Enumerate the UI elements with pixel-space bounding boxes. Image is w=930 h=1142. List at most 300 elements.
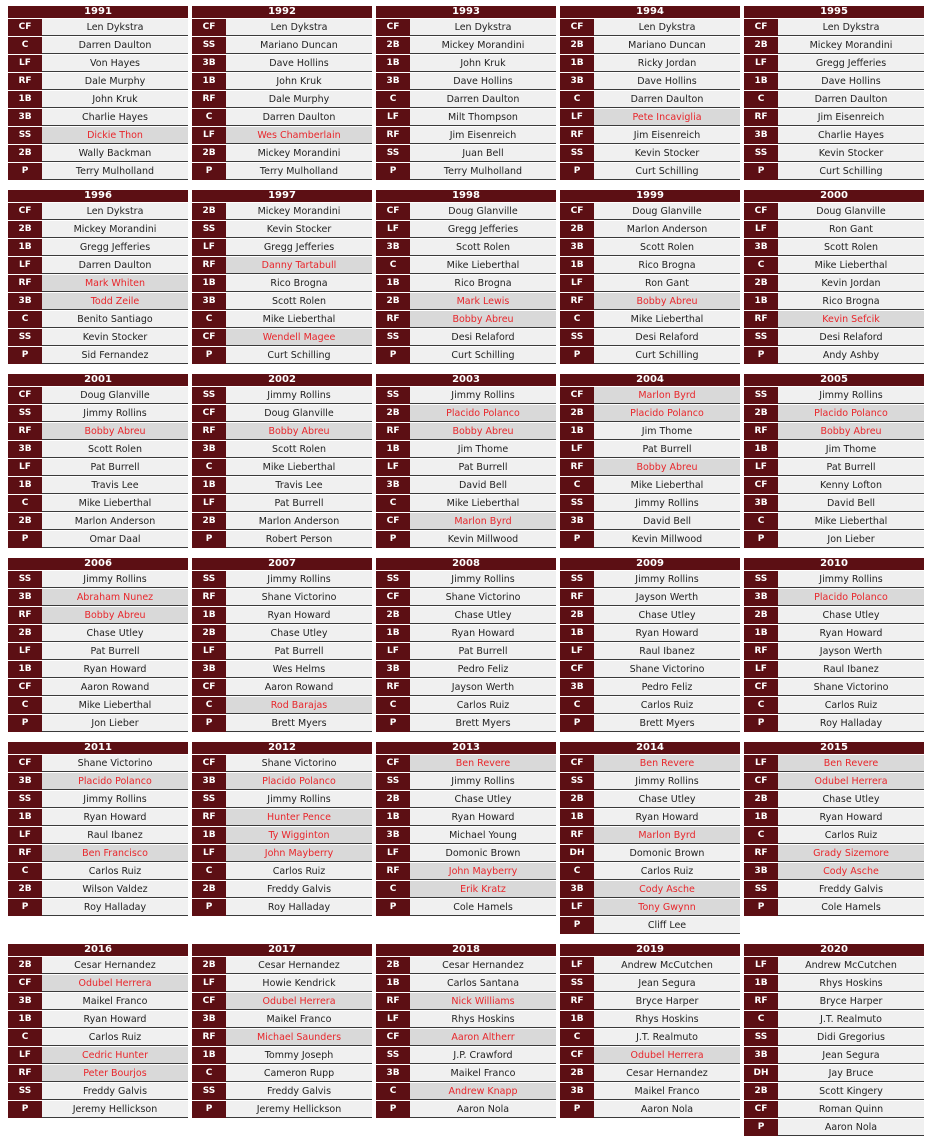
player-name: Rico Brogna xyxy=(778,293,924,310)
player-name: Aaron Nola xyxy=(778,1119,924,1136)
year-header: 1995 xyxy=(744,6,924,18)
player-name: Jayson Werth xyxy=(778,643,924,660)
player-name: Curt Schilling xyxy=(594,163,740,180)
player-name: John Kruk xyxy=(226,73,372,90)
position-label: LF xyxy=(8,257,42,274)
lineup-row xyxy=(376,73,556,90)
position-label: C xyxy=(560,863,594,880)
player-name: Carlos Ruiz xyxy=(410,697,556,714)
lineup-row xyxy=(376,1029,556,1046)
lineup-row xyxy=(192,163,372,180)
lineup-row xyxy=(560,993,740,1010)
position-label: P xyxy=(560,715,594,732)
lineup-row xyxy=(8,773,188,790)
player-name: Rod Barajas xyxy=(226,697,372,714)
year-header: 2014 xyxy=(560,742,740,754)
position-label: CF xyxy=(560,203,594,220)
position-label: SS xyxy=(376,145,410,162)
lineup-2017 xyxy=(192,944,372,1118)
position-label: P xyxy=(8,531,42,548)
lineup-row xyxy=(192,145,372,162)
position-label: 2B xyxy=(376,405,410,422)
player-name: Carlos Ruiz xyxy=(778,827,924,844)
player-name: Mike Lieberthal xyxy=(226,311,372,328)
position-label: 1B xyxy=(744,975,778,992)
lineup-row xyxy=(744,1119,924,1136)
player-name: Jimmy Rollins xyxy=(226,571,372,588)
lineup-row xyxy=(192,257,372,274)
player-name: Aaron Nola xyxy=(410,1101,556,1118)
position-label: 2B xyxy=(192,513,226,530)
lineup-row xyxy=(192,109,372,126)
position-label: LF xyxy=(560,275,594,292)
position-label: RF xyxy=(560,589,594,606)
lineup-row xyxy=(192,625,372,642)
lineup-row xyxy=(192,405,372,422)
position-label: P xyxy=(744,347,778,364)
lineup-row xyxy=(560,643,740,660)
player-name: Darren Daulton xyxy=(594,91,740,108)
player-name: Jim Eisenreich xyxy=(778,109,924,126)
player-name: Doug Glanville xyxy=(42,387,188,404)
position-label: RF xyxy=(744,109,778,126)
position-label: 1B xyxy=(376,441,410,458)
position-label: 3B xyxy=(744,1047,778,1064)
lineup-2009 xyxy=(560,558,740,732)
position-label: CF xyxy=(560,1047,594,1064)
player-name: Pat Burrell xyxy=(226,495,372,512)
position-label: SS xyxy=(744,1029,778,1046)
lineup-row xyxy=(8,643,188,660)
year-header: 2002 xyxy=(192,374,372,386)
position-label: RF xyxy=(744,423,778,440)
position-label: RF xyxy=(744,643,778,660)
lineup-row xyxy=(192,531,372,548)
position-label: P xyxy=(192,1101,226,1118)
position-label: RF xyxy=(192,91,226,108)
lineup-row xyxy=(8,791,188,808)
lineup-row xyxy=(192,1101,372,1118)
position-label: RF xyxy=(192,1029,226,1046)
position-label: RF xyxy=(744,993,778,1010)
player-name: Charlie Hayes xyxy=(778,127,924,144)
player-name: Milt Thompson xyxy=(410,109,556,126)
position-label: C xyxy=(744,697,778,714)
lineup-row xyxy=(376,405,556,422)
position-label: 2B xyxy=(744,37,778,54)
lineup-2016 xyxy=(8,944,188,1118)
lineup-row xyxy=(8,607,188,624)
position-label: 3B xyxy=(192,773,226,790)
position-label: LF xyxy=(8,1047,42,1064)
position-label: C xyxy=(8,863,42,880)
player-name: Gregg Jefferies xyxy=(42,239,188,256)
player-name: Mike Lieberthal xyxy=(594,311,740,328)
lineup-row xyxy=(560,957,740,974)
lineup-row xyxy=(376,755,556,772)
player-name: Ryan Howard xyxy=(778,809,924,826)
year-header: 2015 xyxy=(744,742,924,754)
lineup-row xyxy=(560,809,740,826)
lineup-row xyxy=(8,495,188,512)
player-name: Len Dykstra xyxy=(594,19,740,36)
lineup-row xyxy=(8,993,188,1010)
lineup-row xyxy=(560,531,740,548)
position-label: SS xyxy=(560,495,594,512)
position-label: 3B xyxy=(8,589,42,606)
position-label: 2B xyxy=(376,607,410,624)
position-label: LF xyxy=(192,975,226,992)
lineup-row xyxy=(8,845,188,862)
position-label: 1B xyxy=(8,477,42,494)
position-label: C xyxy=(560,311,594,328)
lineup-row xyxy=(744,625,924,642)
player-name: Maikel Franco xyxy=(594,1083,740,1100)
player-name: Rico Brogna xyxy=(226,275,372,292)
player-name: Dickie Thon xyxy=(42,127,188,144)
player-name: Dave Hollins xyxy=(778,73,924,90)
lineup-row xyxy=(192,347,372,364)
player-name: Chase Utley xyxy=(42,625,188,642)
lineup-row xyxy=(560,239,740,256)
player-name: Jimmy Rollins xyxy=(410,571,556,588)
player-name: Darren Daulton xyxy=(778,91,924,108)
lineup-row xyxy=(376,127,556,144)
position-label: P xyxy=(560,1101,594,1118)
position-label: LF xyxy=(192,239,226,256)
year-header: 2012 xyxy=(192,742,372,754)
player-name: Mike Lieberthal xyxy=(410,495,556,512)
position-label: 1B xyxy=(8,661,42,678)
lineup-row xyxy=(8,1101,188,1118)
lineup-row xyxy=(192,311,372,328)
player-name: Placido Polanco xyxy=(594,405,740,422)
position-label: DH xyxy=(560,845,594,862)
lineup-row xyxy=(560,329,740,346)
lineup-row xyxy=(376,809,556,826)
lineup-row xyxy=(560,109,740,126)
player-name: Roy Halladay xyxy=(226,899,372,916)
position-label: CF xyxy=(376,513,410,530)
player-name: Mickey Morandini xyxy=(778,37,924,54)
player-name: Placido Polanco xyxy=(226,773,372,790)
lineup-row xyxy=(376,163,556,180)
lineup-row xyxy=(560,19,740,36)
player-name: Bobby Abreu xyxy=(42,423,188,440)
position-label: RF xyxy=(376,311,410,328)
player-name: Ryan Howard xyxy=(42,661,188,678)
year-header: 2006 xyxy=(8,558,188,570)
lineup-row xyxy=(376,109,556,126)
player-name: Jimmy Rollins xyxy=(778,387,924,404)
player-name: Darren Daulton xyxy=(226,109,372,126)
position-label: SS xyxy=(192,791,226,808)
player-name: Chase Utley xyxy=(410,607,556,624)
position-label: SS xyxy=(376,329,410,346)
position-label: 2B xyxy=(376,791,410,808)
player-name: Travis Lee xyxy=(226,477,372,494)
position-label: 2B xyxy=(744,275,778,292)
player-name: Jayson Werth xyxy=(410,679,556,696)
position-label: P xyxy=(376,1101,410,1118)
player-name: Curt Schilling xyxy=(778,163,924,180)
position-label: SS xyxy=(376,571,410,588)
player-name: Desi Relaford xyxy=(778,329,924,346)
player-name: Curt Schilling xyxy=(410,347,556,364)
lineup-row xyxy=(560,405,740,422)
lineup-row xyxy=(744,441,924,458)
lineup-row xyxy=(8,697,188,714)
lineup-row xyxy=(560,791,740,808)
position-label: 3B xyxy=(376,1065,410,1082)
player-name: Shane Victorino xyxy=(226,589,372,606)
lineup-row xyxy=(376,1011,556,1028)
position-label: LF xyxy=(192,495,226,512)
position-label: P xyxy=(744,531,778,548)
lineup-row xyxy=(8,441,188,458)
position-label: 3B xyxy=(8,109,42,126)
player-name: Chase Utley xyxy=(594,607,740,624)
lineup-row xyxy=(8,239,188,256)
lineup-row xyxy=(744,275,924,292)
position-label: RF xyxy=(192,809,226,826)
player-name: Cesar Hernandez xyxy=(226,957,372,974)
player-name: Jon Lieber xyxy=(42,715,188,732)
position-label: 1B xyxy=(192,73,226,90)
player-name: Dave Hollins xyxy=(226,55,372,72)
position-label: 2B xyxy=(560,221,594,238)
lineup-row xyxy=(192,73,372,90)
year-header: 2018 xyxy=(376,944,556,956)
lineup-row xyxy=(744,91,924,108)
lineup-row xyxy=(8,863,188,880)
lineup-row xyxy=(744,423,924,440)
player-name: Mark Lewis xyxy=(410,293,556,310)
year-header: 1992 xyxy=(192,6,372,18)
position-label: CF xyxy=(192,755,226,772)
position-label: RF xyxy=(376,863,410,880)
position-label: RF xyxy=(8,1065,42,1082)
lineup-row xyxy=(376,239,556,256)
lineup-row xyxy=(744,239,924,256)
player-name: Brett Myers xyxy=(226,715,372,732)
player-name: Rico Brogna xyxy=(410,275,556,292)
position-label: SS xyxy=(744,571,778,588)
position-label: SS xyxy=(8,329,42,346)
lineup-row xyxy=(744,791,924,808)
player-name: Marlon Byrd xyxy=(594,827,740,844)
lineup-row xyxy=(744,55,924,72)
player-name: Placido Polanco xyxy=(778,589,924,606)
year-header: 2004 xyxy=(560,374,740,386)
lineup-row xyxy=(376,1101,556,1118)
player-name: Pedro Feliz xyxy=(410,661,556,678)
lineup-row xyxy=(744,37,924,54)
lineup-row xyxy=(376,679,556,696)
player-name: David Bell xyxy=(778,495,924,512)
lineup-row xyxy=(192,91,372,108)
lineup-row xyxy=(376,37,556,54)
position-label: LF xyxy=(560,957,594,974)
lineup-row xyxy=(560,607,740,624)
lineup-row xyxy=(376,661,556,678)
position-label: 2B xyxy=(8,221,42,238)
position-label: SS xyxy=(376,773,410,790)
player-name: Domonic Brown xyxy=(410,845,556,862)
lineup-row xyxy=(744,679,924,696)
lineup-row xyxy=(744,661,924,678)
player-name: Pete Incaviglia xyxy=(594,109,740,126)
position-label: 2B xyxy=(8,957,42,974)
player-name: Jimmy Rollins xyxy=(410,773,556,790)
player-name: Wilson Valdez xyxy=(42,881,188,898)
lineup-row xyxy=(744,387,924,404)
position-label: 3B xyxy=(192,1011,226,1028)
player-name: Carlos Ruiz xyxy=(778,697,924,714)
lineup-row xyxy=(8,347,188,364)
lineup-row xyxy=(744,827,924,844)
player-name: Jeremy Hellickson xyxy=(226,1101,372,1118)
lineup-2018 xyxy=(376,944,556,1118)
position-label: 1B xyxy=(744,809,778,826)
lineup-row xyxy=(560,311,740,328)
player-name: Brett Myers xyxy=(410,715,556,732)
position-label: 1B xyxy=(560,1011,594,1028)
position-label: 1B xyxy=(744,625,778,642)
player-name: Jimmy Rollins xyxy=(594,571,740,588)
position-label: C xyxy=(560,91,594,108)
position-label: CF xyxy=(560,19,594,36)
lineup-row xyxy=(376,347,556,364)
player-name: Carlos Santana xyxy=(410,975,556,992)
player-name: Doug Glanville xyxy=(778,203,924,220)
lineup-row xyxy=(744,607,924,624)
lineup-2005 xyxy=(744,374,924,548)
player-name: Carlos Ruiz xyxy=(226,863,372,880)
lineup-row xyxy=(376,531,556,548)
position-label: P xyxy=(560,917,594,934)
player-name: Len Dykstra xyxy=(778,19,924,36)
player-name: Pat Burrell xyxy=(410,459,556,476)
position-label: SS xyxy=(192,571,226,588)
player-name: Nick Williams xyxy=(410,993,556,1010)
position-label: RF xyxy=(8,423,42,440)
position-label: CF xyxy=(8,755,42,772)
lineup-row xyxy=(560,37,740,54)
lineup-row xyxy=(744,329,924,346)
lineup-row xyxy=(8,975,188,992)
lineup-row xyxy=(560,347,740,364)
lineup-row xyxy=(192,1065,372,1082)
lineup-row xyxy=(376,221,556,238)
position-label: SS xyxy=(8,571,42,588)
lineup-row xyxy=(8,405,188,422)
player-name: Shane Victorino xyxy=(410,589,556,606)
position-label: 3B xyxy=(376,73,410,90)
lineup-row xyxy=(560,221,740,238)
position-label: P xyxy=(192,163,226,180)
lineup-2014 xyxy=(560,742,740,934)
lineup-row xyxy=(192,697,372,714)
position-label: LF xyxy=(744,755,778,772)
lineup-row xyxy=(376,203,556,220)
lineup-row xyxy=(376,715,556,732)
lineup-row xyxy=(560,589,740,606)
lineup-row xyxy=(192,459,372,476)
position-label: 3B xyxy=(192,55,226,72)
player-name: Shane Victorino xyxy=(778,679,924,696)
year-header: 2011 xyxy=(8,742,188,754)
lineup-row xyxy=(744,257,924,274)
position-label: CF xyxy=(744,203,778,220)
player-name: Jean Segura xyxy=(778,1047,924,1064)
player-name: Bobby Abreu xyxy=(410,423,556,440)
lineup-row xyxy=(192,827,372,844)
lineup-row xyxy=(744,1083,924,1100)
lineup-row xyxy=(376,589,556,606)
position-label: RF xyxy=(560,293,594,310)
lineup-row xyxy=(192,1029,372,1046)
player-name: Bryce Harper xyxy=(778,993,924,1010)
lineup-row xyxy=(8,679,188,696)
player-name: Pat Burrell xyxy=(778,459,924,476)
position-label: 2B xyxy=(744,1083,778,1100)
position-label: 1B xyxy=(744,73,778,90)
position-label: LF xyxy=(560,899,594,916)
position-label: CF xyxy=(376,755,410,772)
lineup-row xyxy=(560,513,740,530)
position-label: RF xyxy=(8,845,42,862)
year-header: 2017 xyxy=(192,944,372,956)
player-name: Chase Utley xyxy=(226,625,372,642)
lineup-row xyxy=(8,311,188,328)
position-label: SS xyxy=(8,127,42,144)
player-name: Gregg Jefferies xyxy=(778,55,924,72)
position-label: SS xyxy=(560,329,594,346)
player-name: Gregg Jefferies xyxy=(226,239,372,256)
position-label: 1B xyxy=(744,293,778,310)
position-label: CF xyxy=(8,975,42,992)
lineup-row xyxy=(560,203,740,220)
position-label: 1B xyxy=(8,91,42,108)
lineup-row xyxy=(560,863,740,880)
position-label: LF xyxy=(744,957,778,974)
position-label: C xyxy=(192,697,226,714)
position-label: CF xyxy=(744,477,778,494)
player-name: Kevin Jordan xyxy=(778,275,924,292)
year-header: 1998 xyxy=(376,190,556,202)
player-name: Mickey Morandini xyxy=(226,145,372,162)
lineup-row xyxy=(192,809,372,826)
position-label: LF xyxy=(560,643,594,660)
lineup-row xyxy=(8,91,188,108)
lineup-row xyxy=(8,881,188,898)
lineup-row xyxy=(376,513,556,530)
year-header: 2000 xyxy=(744,190,924,202)
position-label: 2B xyxy=(560,405,594,422)
player-name: Raul Ibanez xyxy=(42,827,188,844)
position-label: CF xyxy=(8,679,42,696)
player-name: David Bell xyxy=(410,477,556,494)
lineup-1996 xyxy=(8,190,188,364)
lineup-row xyxy=(560,1065,740,1082)
lineup-row xyxy=(192,55,372,72)
year-header: 1996 xyxy=(8,190,188,202)
player-name: Robert Person xyxy=(226,531,372,548)
lineup-1998 xyxy=(376,190,556,364)
position-label: P xyxy=(8,347,42,364)
position-label: P xyxy=(192,715,226,732)
